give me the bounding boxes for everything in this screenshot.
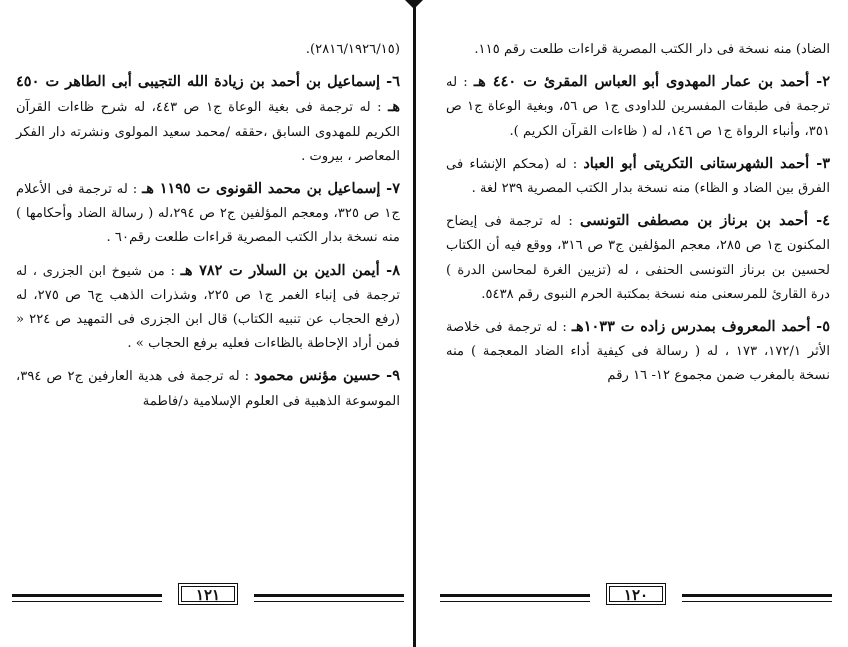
right-paragraph-3 (446, 152, 830, 201)
left-paragraph-6 (16, 70, 400, 169)
paragraph-text: : من شيوخ ابن الجزرى ، له ترجمة فى إنباء الغمر ج١ ص ٢٢٥، وشذرات الذهب ج٦ ص ٢٧٥، له (رفع الحجاب عن تنبيه الكتاب) قال ابن الجزرى فى التمهيد ص ٢٢٤ « فمن أراد الإحاطة بالظاءات فعليه برفع الحجاب » . (16, 263, 401, 352)
footer-rule (440, 594, 590, 602)
footer-rule (254, 594, 404, 602)
paragraph-text: : له ترجمة فى الأعلام ج١ ص ٣٢٥، ومعجم المؤلفين ج٢ ص ٢٩٤،له ( رسالة الضاد وأحكامها ) منه نسخة بدار الكتب المصرية قراءات طلعت رقم٦٠ . (16, 182, 400, 246)
entry-heading: ٤- أحمد بن برناز بن مصطفى التونسى (580, 212, 830, 230)
left-paragraph-8 (16, 259, 400, 357)
entry-heading: ٥- أحمد المعروف بمدرس زاده ت ١٠٣٣هـ (571, 318, 830, 336)
right-page (424, 0, 842, 647)
entry-heading: ٧- إسماعيل بن محمد القونوى ت ١١٩٥ هـ (142, 180, 400, 198)
left-paragraph-1 (16, 38, 400, 62)
paragraph-text: (٢٨١٦/١٩٢٦/١٥). (305, 42, 400, 57)
entry-heading: ٢- أحمد بن عمار المهدوى أبو العباس المقرئ ت ٤٤٠ هـ (473, 73, 830, 91)
footer-rule (682, 594, 832, 602)
paragraph-text: : له ترجمة فى خلاصة الأثر ١٧٢/١، ١٧٣ ، له ( رسالة فى كيفية أداء الضاد المعجمة ) منه نسخة بالمغرب ضمن مجموع ١٢- ١٦ رقم (446, 320, 831, 384)
paragraph-text: : له ترجمة فى بغية الوعاة ج١ ص ٤٤٣، له شرح ظاءات القرآن الكريم للمهدوى السابق ،حققه /محمد سعيد المولوى ونشرته دار الفكر المعاصر ، بيروت . (16, 100, 400, 164)
right-page-footer (440, 583, 832, 607)
left-page-text (16, 38, 400, 414)
paragraph-text: : له ترجمة فى طبقات المفسرين للداودى ج١ ص ٥٦، وبغية الوعاة ج١ ص ٣٥١، وأنباء الرواة ج١ ص ١٤٦، له ( ظاءات القرآن الكريم ). (446, 75, 831, 139)
entry-heading: ٣- أحمد الشهرستانى التكريتى أبو العباد (583, 154, 831, 172)
right-page-text (446, 38, 830, 389)
paragraph-text: الضاد) منه نسخة فى دار الكتب المصرية قراءات طلعت رقم ١١٥. (474, 42, 830, 57)
paragraph-text: : له ترجمة فى إيضاح المكنون ج١ ص ٢٨٥، معجم المؤلفين ج٣ ص ٣١٦، ووقع فيه أن الكتاب لحسين بن برناز التونسى الحنفى ، له (تزيين الغرة لمحاسن الدرة ) درة القارئ للمرسعنى منه نسخة بمكتبة الحرم النبوى رقم ٥٤٣٨. (446, 214, 830, 302)
left-page (0, 0, 412, 647)
left-page-footer (12, 583, 404, 607)
right-paragraph-4 (446, 209, 830, 307)
entry-heading: ٦- إسماعيل بن أحمد بن زيادة الله التجيبى أبى الطاهر ت ٤٥٠ هـ (16, 73, 400, 116)
right-paragraph-1 (446, 38, 830, 62)
paragraph-text: : له ترجمة فى هدية العارفين ج٢ ص ٣٩٤، الموسوعة الذهبية فى العلوم الإسلامية د/فاطمة (16, 369, 400, 409)
page-number: ١٢١ (178, 583, 238, 605)
right-paragraph-5 (446, 315, 830, 389)
entry-heading: ٩- حسين مؤنس محمود (254, 367, 400, 385)
paragraph-text: : له (محكم الإنشاء فى الفرق بين الضاد و الظاء) منه نسخة بدار الكتب المصرية ٢٣٩ لغة . (446, 156, 830, 197)
left-paragraph-7 (16, 177, 400, 251)
entry-heading: ٨- أيمن الدين بن السلار ت ٧٨٢ هـ (180, 261, 400, 279)
footer-rule (12, 594, 162, 602)
book-spine (413, 0, 416, 647)
right-paragraph-2 (446, 70, 830, 144)
left-paragraph-9 (16, 364, 400, 413)
page-number: ١٢٠ (606, 583, 666, 605)
